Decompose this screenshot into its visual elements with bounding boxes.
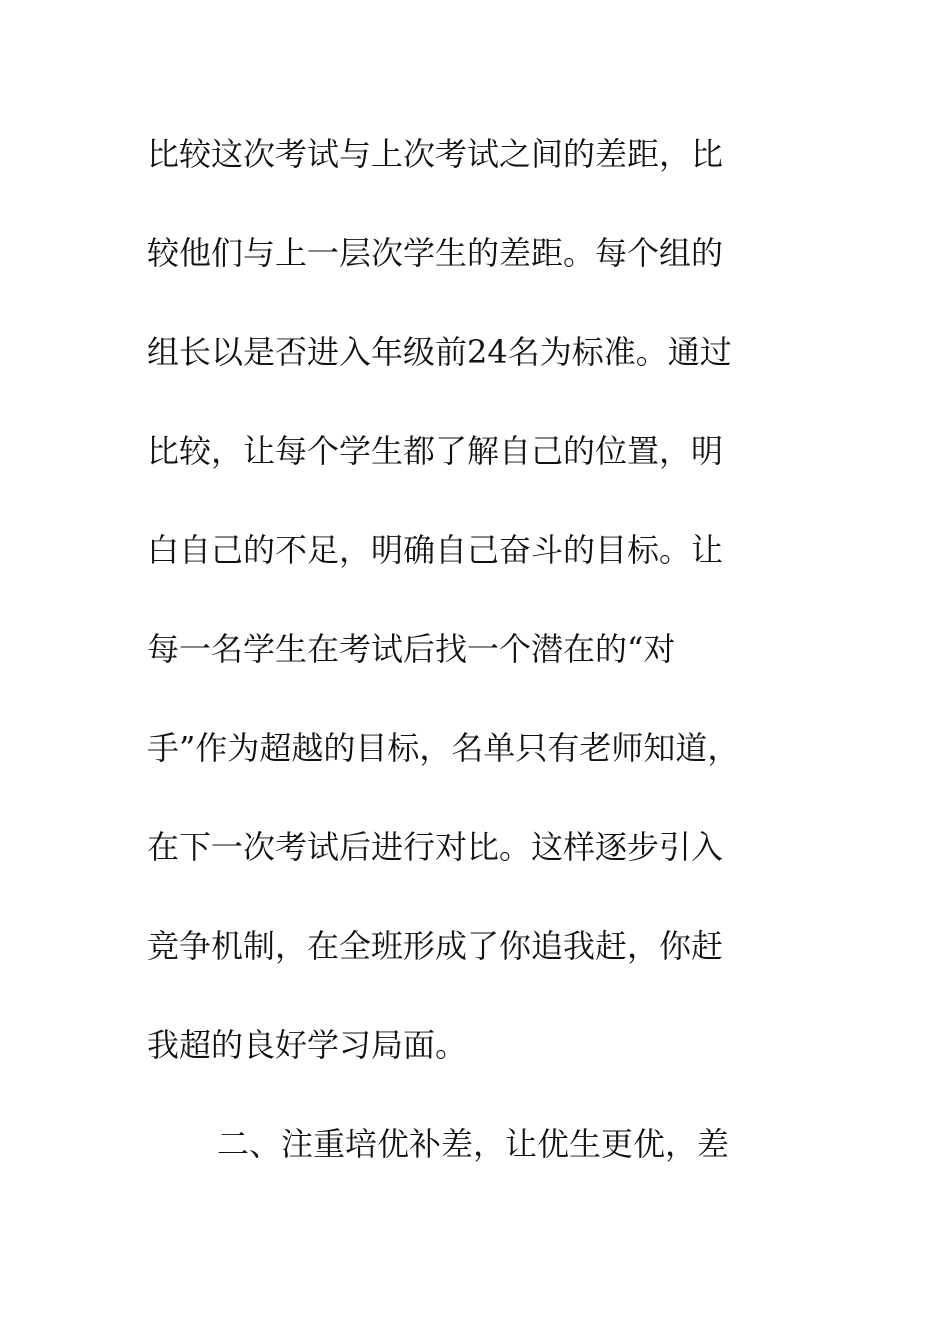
paragraph-line-10: 我超的良好学习局面。 <box>147 1026 468 1064</box>
paragraph-line-6: 每一名学生在考试后找一个潜在的“对 <box>147 630 676 668</box>
paragraph-line-8: 在下一次考试后进行对比。这样逐步引入 <box>147 828 724 866</box>
section-heading: 二、注重培优补差，让优生更优，差 <box>217 1125 730 1163</box>
paragraph-line-1: 比较这次考试与上次考试之间的差距，比 <box>147 135 724 173</box>
paragraph-line-3: 组长以是否进入年级前24名为标准。通过 <box>147 333 732 371</box>
body-text <box>147 124 807 1213</box>
paragraph-line-4: 比较，让每个学生都了解自己的位置，明 <box>147 432 724 470</box>
paragraph-line-2: 较他们与上一层次学生的差距。每个组的 <box>147 234 724 272</box>
paragraph-line-7: 手”作为超越的目标，名单只有老师知道， <box>147 729 740 767</box>
paragraph-line-9: 竞争机制，在全班形成了你追我赶，你赶 <box>147 927 724 965</box>
paragraph-line-5: 白自己的不足，明确自己奋斗的目标。让 <box>147 531 724 569</box>
